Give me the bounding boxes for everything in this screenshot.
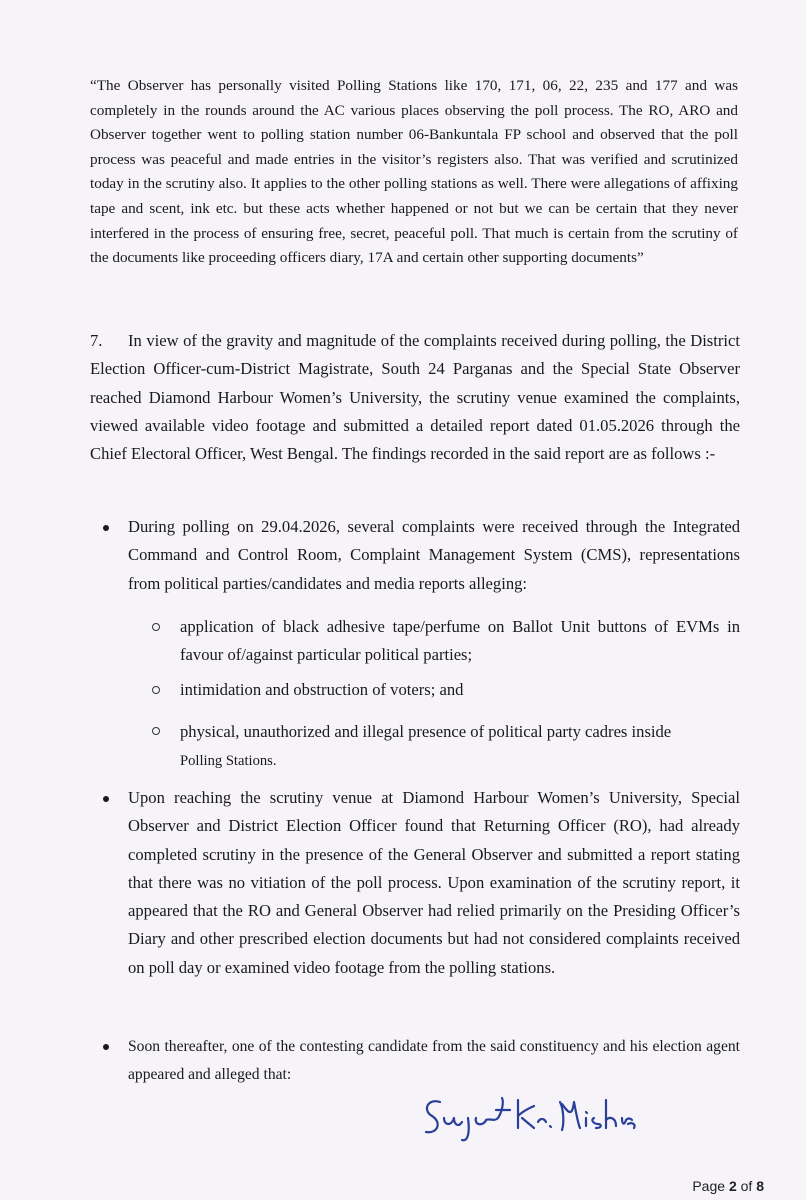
sub-bullet-icon xyxy=(152,686,160,694)
bullet-icon xyxy=(103,796,109,802)
sub-bullet-intimidation: intimidation and obstruction of voters; and xyxy=(180,680,464,699)
page-current: 2 xyxy=(728,1178,737,1194)
sub-bullet-tape-perfume: application of black adhesive tape/perfume on Ballot Unit buttons of EVMs in favour of/against particular political parties; xyxy=(180,617,740,665)
sub-bullet-cadres-tail: Polling Stations. xyxy=(180,753,277,770)
page-number xyxy=(692,1178,764,1194)
observer-quote: “The Observer has personally visited Polling Stations like 170, 171, 06, 22, 235 and 177 and was completely in the rounds around the AC various places observing the poll process. The RO, ARO and Observer together went to polling station number 06-Bankuntala FP school and observed that the poll process was peaceful and made entries in the visitor’s registers also. That was verified and scrutinized today in the scrutiny also. It applies to the other polling stations as well. There were allegations of affixing tape and scent, ink etc. but these acts whether happened or not but we can be certain that they never interfered in the process of ensuring free, secret, peaceful poll. That much is certain from the scrutiny of the documents like proceeding officers diary, 17A and certain other supporting documents” xyxy=(90,77,738,267)
sub-bullet-cadres-text: physical, unauthorized and illegal presence of political party cadres inside xyxy=(180,722,672,741)
paragraph-7 xyxy=(90,327,740,468)
handwritten-signature xyxy=(418,1088,638,1148)
sub-bullet-icon xyxy=(152,727,160,735)
bullet-icon xyxy=(103,525,109,531)
sub-bullet-cadres xyxy=(180,718,740,776)
page-total: 8 xyxy=(756,1178,764,1194)
sub-bullet-icon xyxy=(152,623,160,631)
paragraph-7-text: In view of the gravity and magnitude of the complaints received during polling, the District Election Officer-cum-District Magistrate, South 24 Parganas and the Special State Observer reached Diamond Harbour Women’s University, the scrutiny venue examined the complaints, viewed available video footage and submitted a detailed report dated 01.05.2026 through the Chief Electoral Officer, West Bengal. The findings recorded in the said report are as follows :- xyxy=(90,331,740,464)
page-prefix: Page xyxy=(692,1178,729,1194)
bullet-candidate-allegation: Soon thereafter, one of the contesting candidate from the said constituency and his election agent appeared and alleged that: xyxy=(128,1038,740,1084)
page-mid: of xyxy=(736,1178,757,1194)
bullet-scrutiny-venue: Upon reaching the scrutiny venue at Diamond Harbour Women’s University, Special Observer and District Election Officer found that Returning Officer (RO), had already completed scrutiny in the presence of the General Observer and submitted a report stating that there was no vitiation of the poll process. Upon examination of the scrutiny report, it appeared that the RO and General Observer had relied primarily on the Presiding Officer’s Diary and other prescribed election documents but had not considered complaints received on poll day or examined video footage from the polling stations. xyxy=(128,788,740,977)
bullet-icon xyxy=(103,1044,109,1050)
bullet-polling-complaints: During polling on 29.04.2026, several complaints were received through the Integrated Command and Control Room, Complaint Management System (CMS), representations from political parties/candidates and media reports alleging: xyxy=(128,517,740,593)
paragraph-number: 7. xyxy=(90,331,103,350)
